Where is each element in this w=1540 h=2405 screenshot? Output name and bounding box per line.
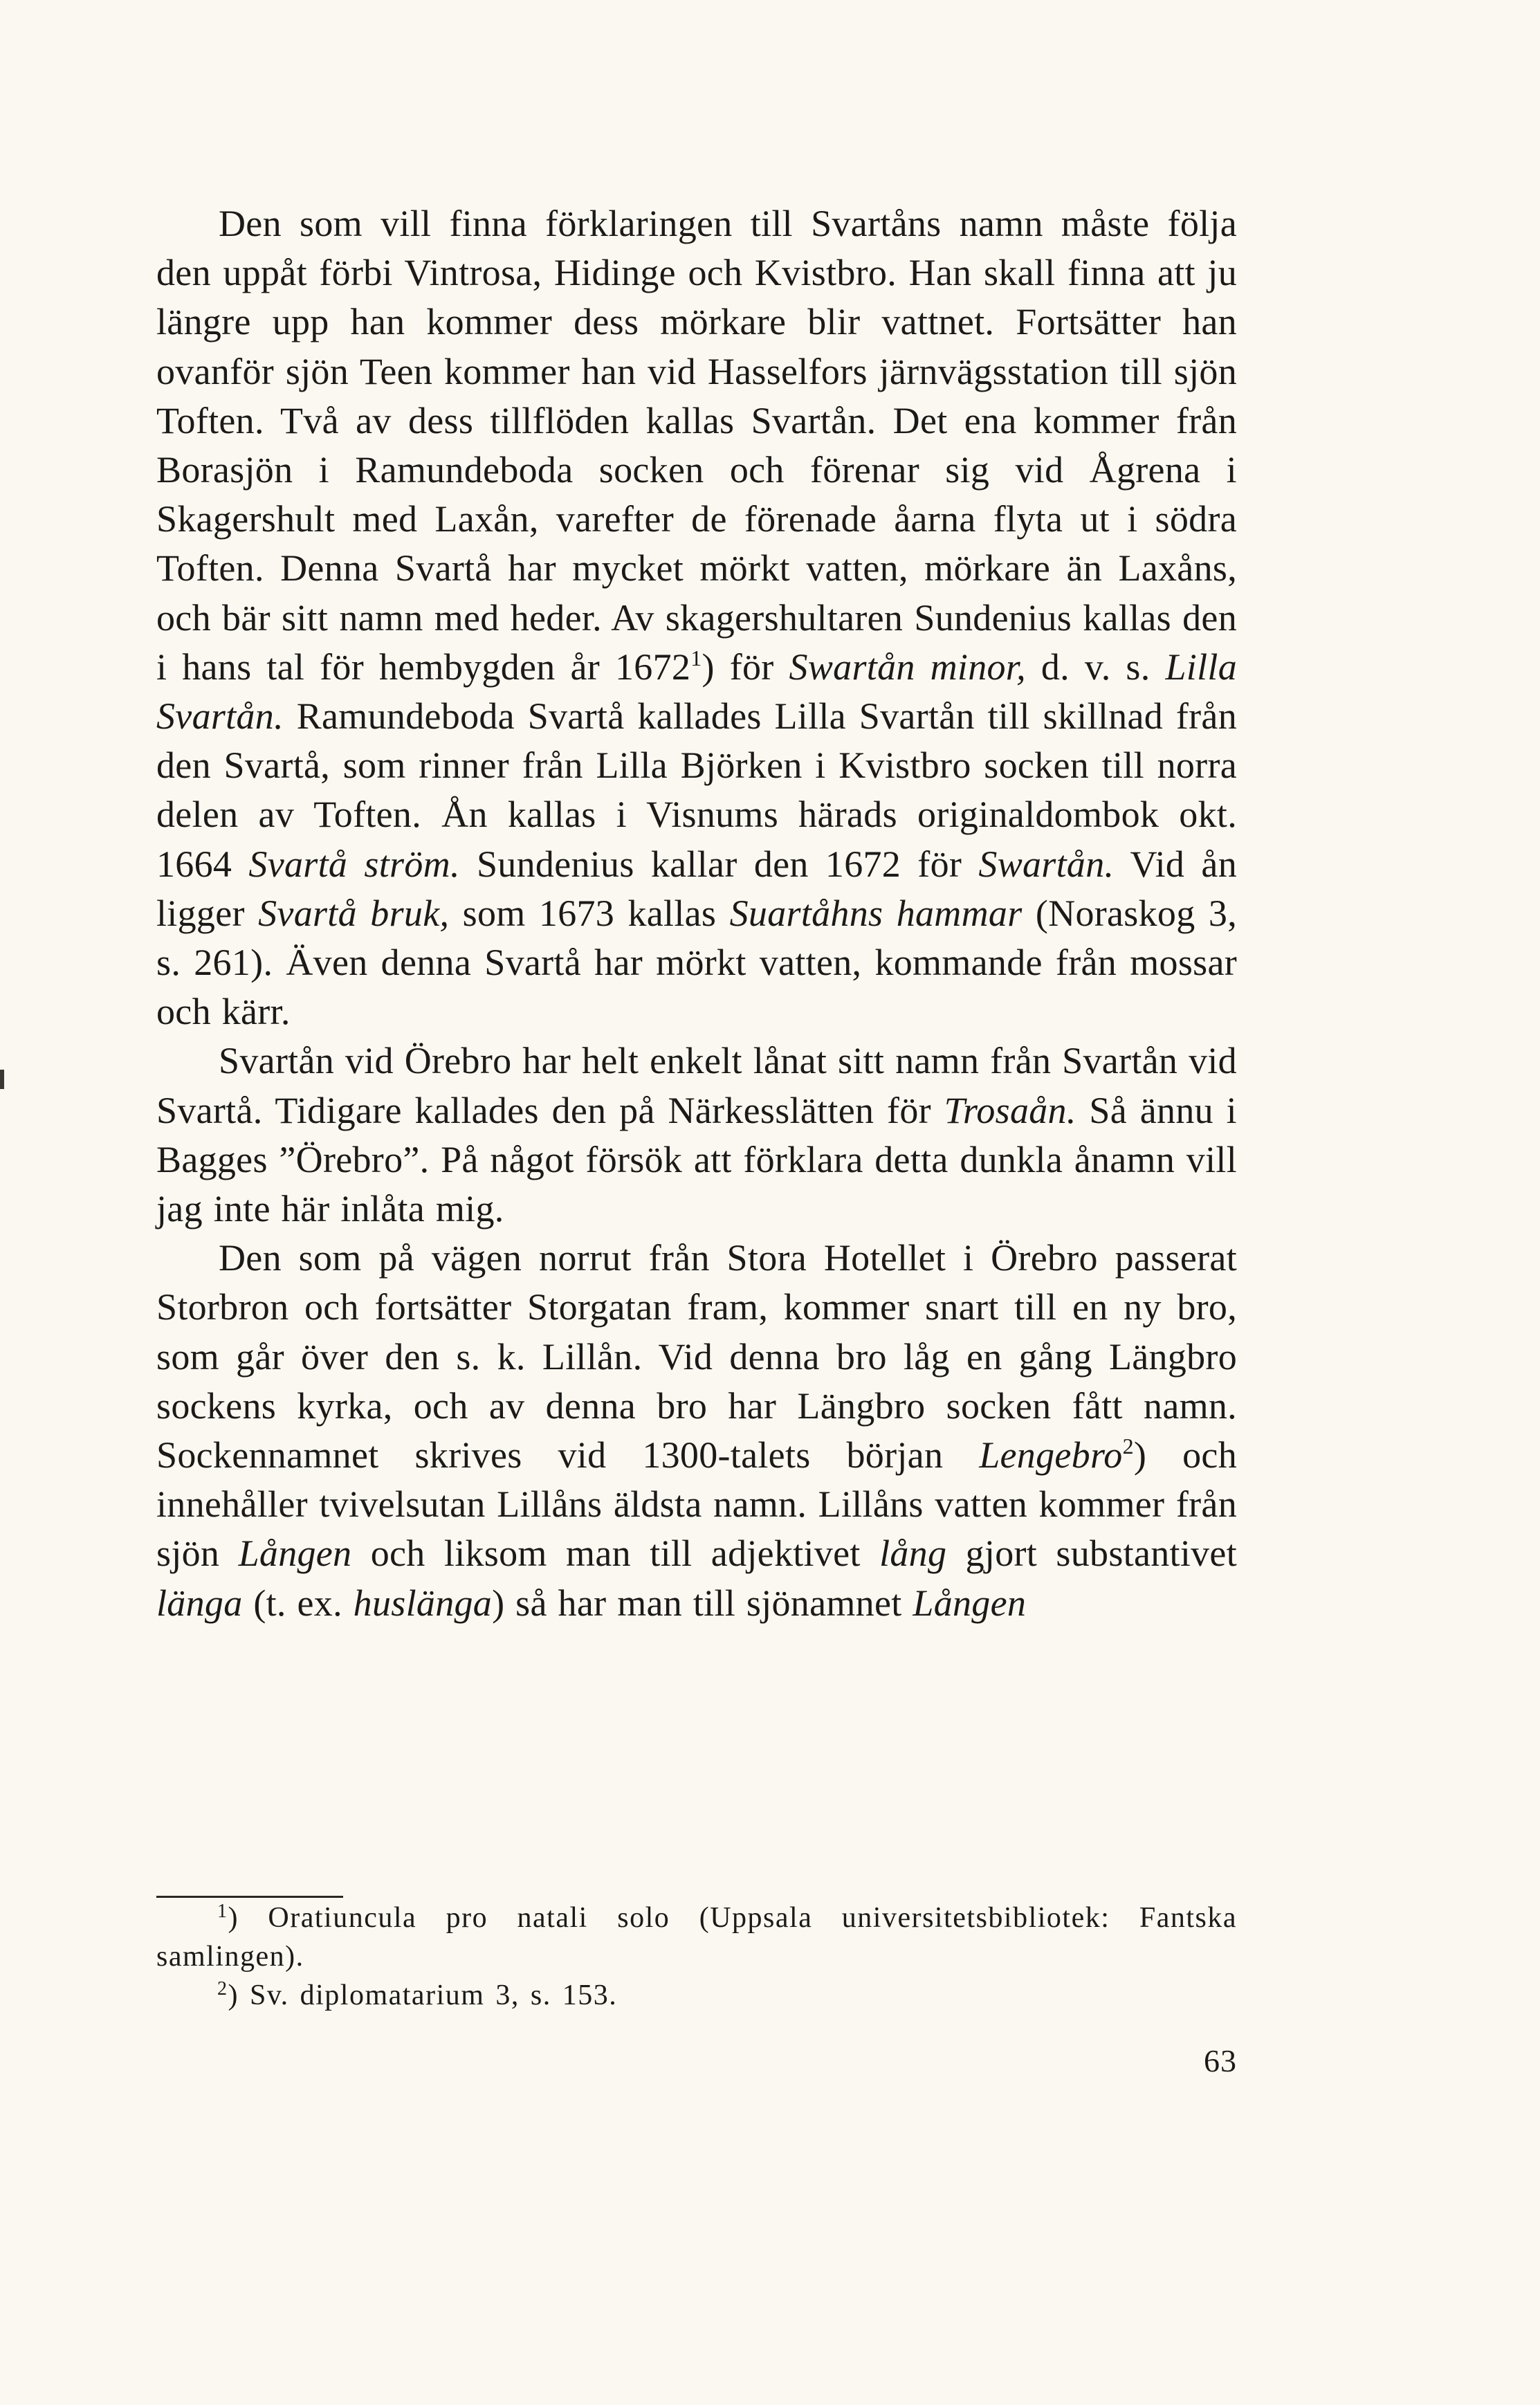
text-run: (Noraskog 3, s. 261). Även denna Svartå har mörkt vatten, kommande från mossar och kärr. (156, 892, 1237, 1033)
text-run: som 1673 kallas (449, 892, 730, 934)
italic-term: huslänga (353, 1582, 493, 1624)
text-run: gjort substantivet (946, 1533, 1237, 1575)
text-run: och liksom man till adjektivet (351, 1533, 880, 1575)
italic-term: Lången (238, 1533, 352, 1575)
text-run: Svartån vid Örebro har helt enkelt lånat sitt namn från Svartån vid Svartå. Tidigare kallades den på Närkesslätten för (156, 1040, 1237, 1131)
paragraph-3 (156, 1234, 1237, 1628)
text-run: Den som vill finna förklaringen till Svartåns namn måste följa den uppåt förbi Vintrosa, Hidinge och Kvistbro. Han skall finna att ju längre upp han kommer dess mörkare blir vattnet. Fortsätter han ovanför sjön Teen kommer han vid Hasselfors järnvägsstation till sjön Toften. Två av dess tillflöden kallas Svartån. Det ena kommer från Borasjön i Ramundeboda socken och förenar sig vid Ågrena i Skagershult med Laxån, varefter de förenade åarna flyta ut i södra Toften. Denna Svartå har mycket mörkt vatten, mörkare än Laxåns, och bär sitt namn med heder. Av skagershultaren Sundenius kallas den i hans tal för hembygden år 1672 (156, 203, 1237, 688)
main-text (156, 199, 1237, 1628)
italic-term: Lången (913, 1582, 1027, 1624)
text-run: d. v. s. (1025, 646, 1166, 688)
text-run: Så ännu i Bagges ”Örebro”. På något försök att förklara detta dunkla ånamn vill jag inte här inlåta mig. (156, 1089, 1237, 1230)
italic-term: Lengebro (979, 1434, 1123, 1476)
footnote-divider (156, 1896, 343, 1898)
footnote-mark: 1 (217, 1901, 228, 1922)
italic-term: Trosaån. (944, 1089, 1076, 1131)
text-run: ) för (702, 646, 789, 688)
italic-term: Suartåhns hammar (729, 892, 1023, 934)
footnote-mark: 2 (217, 1978, 228, 2000)
italic-term: Swartån minor, (789, 646, 1026, 688)
italic-term: lång (879, 1533, 947, 1575)
text-run: (t. ex. (242, 1582, 354, 1624)
text-run: Sundenius kallar den 1672 för (459, 843, 979, 885)
italic-term: länga (156, 1582, 243, 1624)
page-number: 63 (1204, 2043, 1237, 2078)
italic-term: Lilla Svartån. (156, 646, 1238, 738)
text-run: ) och innehåller tvivelsutan Lillåns äldsta namn. Lillåns vatten kommer från sjön (156, 1434, 1237, 1575)
footnote-ref-1: 1 (690, 645, 702, 670)
italic-term: Svartå ström. (248, 843, 460, 885)
footnote-1 (156, 1899, 1237, 1976)
italic-term: Swartån. (978, 843, 1115, 885)
text-run: Ramundeboda Svartå kallades Lilla Svartån till skillnad från den Svartå, som rinner från Lilla Björken i Kvistbro socken till norra delen av Toften. Ån kallas i Visnums härads originaldombok okt. 1664 (156, 695, 1237, 885)
paragraph-1 (156, 199, 1237, 1036)
italic-term: Svartå bruk, (258, 892, 450, 934)
text-run: Vid ån ligger (156, 843, 1237, 934)
footnote-text: ) Oratiuncula pro natali solo (Uppsala universitetsbibliotek: Fantska samlingen). (156, 1902, 1237, 1973)
margin-mark (0, 1070, 4, 1089)
footnote-text: ) Sv. diplomatarium 3, s. 153. (228, 1979, 618, 2011)
text-run: Den som på vägen norrut från Stora Hotellet i Örebro passerat Storbron och fortsätter Storgatan fram, kommer snart till en ny bro, som går över den s. k. Lillån. Vid denna bro låg en gång Längbro sockens kyrka, och av denna bro har Längbro socken fått namn. Sockennamnet skrives vid 1300-talets början (156, 1237, 1237, 1476)
footnote-ref-2: 2 (1122, 1434, 1134, 1459)
paragraph-2 (156, 1036, 1237, 1234)
footnotes (156, 1899, 1237, 2015)
footnote-2 (156, 1976, 1237, 2015)
text-run: ) så har man till sjönamnet (492, 1582, 913, 1624)
